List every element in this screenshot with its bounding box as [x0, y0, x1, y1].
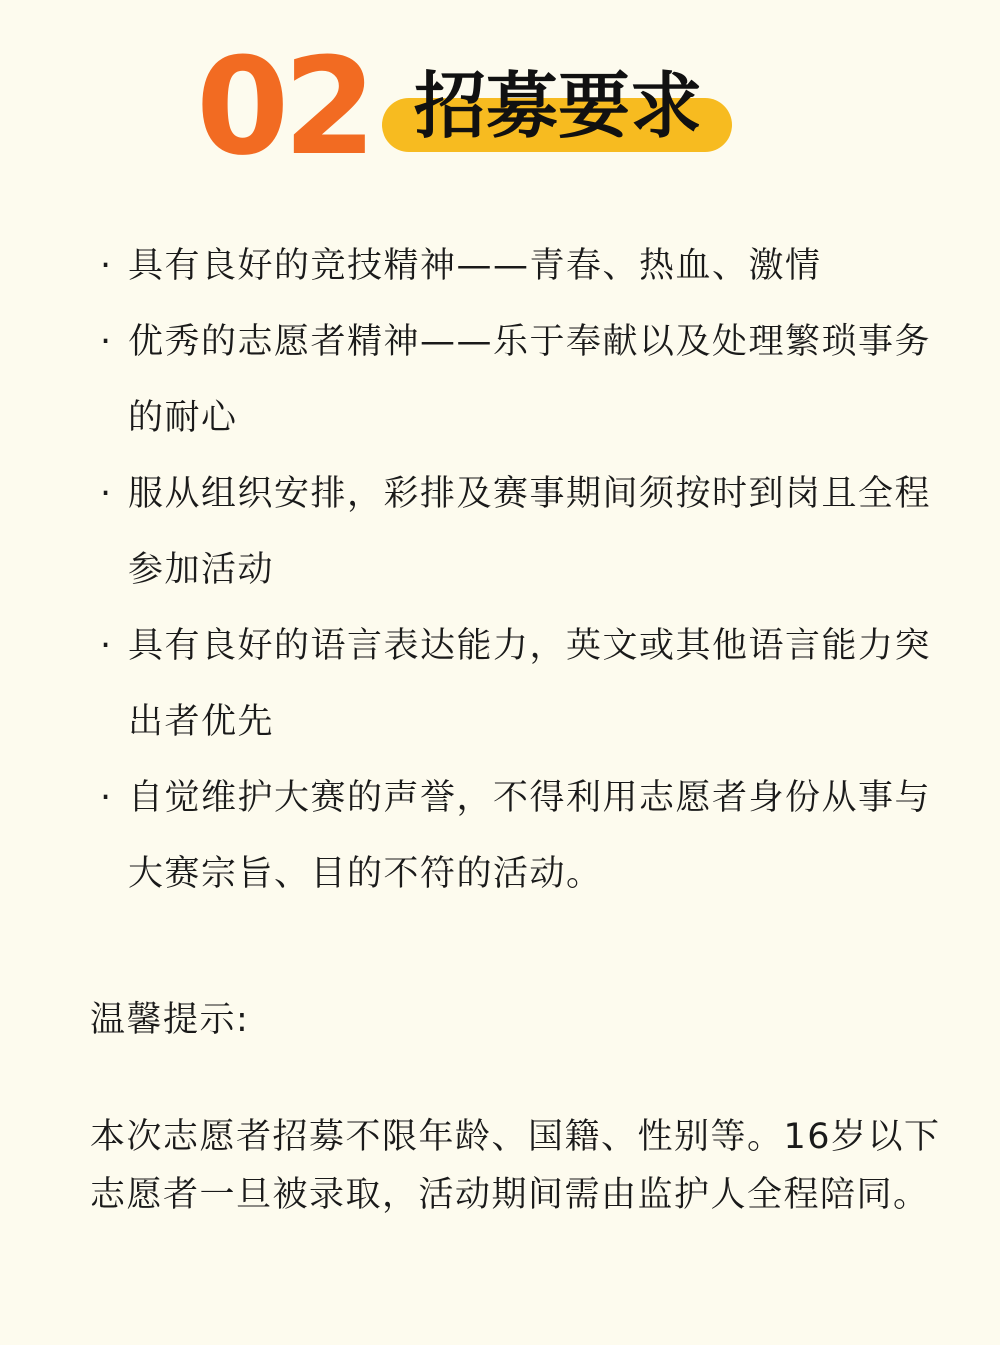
requirement-text: 服从组织安排，彩排及赛事期间须按时到岗且全程参加活动 — [128, 474, 932, 590]
requirement-text: 优秀的志愿者精神——乐于奉献以及处理繁琐事务的耐心 — [128, 322, 932, 438]
bullet-icon: · — [100, 474, 113, 514]
requirement-text: 具有良好的语言表达能力，英文或其他语言能力突出者优先 — [128, 626, 932, 742]
list-item — [100, 760, 940, 912]
list-item — [100, 456, 940, 608]
list-item — [100, 304, 940, 456]
tips-heading: 温馨提示: — [90, 1000, 250, 1040]
section-number: 02 — [196, 29, 371, 185]
requirements-list — [100, 228, 940, 912]
bullet-icon: · — [100, 778, 113, 818]
section-header — [0, 0, 1000, 190]
requirement-text: 自觉维护大赛的声誉，不得利用志愿者身份从事与大赛宗旨、目的不符的活动。 — [128, 778, 932, 894]
bullet-icon: · — [100, 246, 113, 286]
list-item — [100, 228, 940, 304]
requirement-text: 具有良好的竞技精神——青春、热血、激情 — [128, 246, 822, 286]
list-item — [100, 608, 940, 760]
section-title: 招募要求 — [414, 64, 703, 148]
bullet-icon: · — [100, 322, 113, 362]
tips-body: 本次志愿者招募不限年龄、国籍、性别等。16岁以下志愿者一旦被录取，活动期间需由监护人全程陪同。 — [90, 1117, 941, 1215]
bullet-icon: · — [100, 626, 113, 666]
